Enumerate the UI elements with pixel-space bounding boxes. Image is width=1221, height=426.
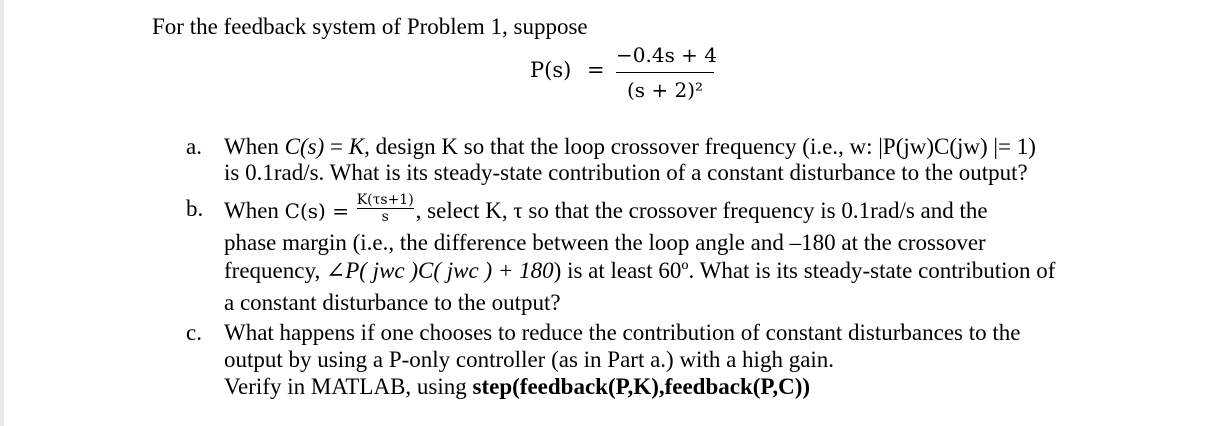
item-a-line2: is 0.1rad/s. What is its steady-state contribution of a constant disturbance to the output? <box>224 160 1028 185</box>
item-c-line2: output by using a P-only controller (as in Part a.) with a high gain. <box>224 347 835 372</box>
equation-equals: = <box>587 58 605 82</box>
item-b-marker: b. <box>186 196 204 221</box>
intro-text: For the feedback system of Problem 1, suppose <box>152 14 588 39</box>
left-edge-strip <box>0 0 4 426</box>
equation-fraction <box>616 40 718 105</box>
item-c-line3-pre: Verify in MATLAB, using <box>224 374 473 399</box>
item-b-text-rest: , select K, τ so that the crossover frequency is 0.1rad/s and the <box>415 197 988 223</box>
item-a-k: K <box>348 134 365 159</box>
item-a-text: When <box>224 134 285 159</box>
item-b-frac-num: K(τs+1) <box>356 192 414 208</box>
item-b-fraction <box>357 192 414 225</box>
item-b-frac-den: s <box>381 209 389 225</box>
item-b-phase-formula: ∠P( jwc )C( jwc ) + 180 <box>325 258 554 283</box>
item-a-text-rest: , design K so that the loop crossover frequency (i.e., w: |P(jw)C(jw) |= 1) <box>364 134 1036 159</box>
item-c-line1: What happens if one chooses to reduce the contribution of constant disturbances to the <box>224 320 1021 345</box>
item-a-line1 <box>224 134 1036 160</box>
equation-lhs: P(s) <box>530 58 572 82</box>
equation-numerator: −0.4s + 4 <box>616 43 718 67</box>
item-a-marker: a. <box>186 134 202 159</box>
item-c-line3 <box>224 374 810 400</box>
item-b-text: When <box>224 197 285 223</box>
item-b-line3-post: ) is at least 60º. What is its steady-state contribution of <box>553 258 1056 283</box>
item-a-eq: = <box>324 134 349 159</box>
item-a-cs: C(s) <box>284 134 325 159</box>
item-b-line2: phase margin (i.e., the difference between the loop angle and –180 at the crossover <box>224 230 986 255</box>
fraction-bar <box>616 72 714 73</box>
item-b-line3 <box>224 258 1055 284</box>
item-b-line4: a constant disturbance to the output? <box>224 290 561 315</box>
item-c-matlab-code: step(feedback(P,K),feedback(P,C)) <box>472 374 811 399</box>
item-c-marker: c. <box>186 320 202 345</box>
item-b-line3-pre: frequency, <box>224 258 326 283</box>
item-b-line1 <box>224 192 988 229</box>
equation-denominator: (s + 2)² <box>626 78 704 102</box>
item-b-cs: C(s) = <box>284 198 349 223</box>
